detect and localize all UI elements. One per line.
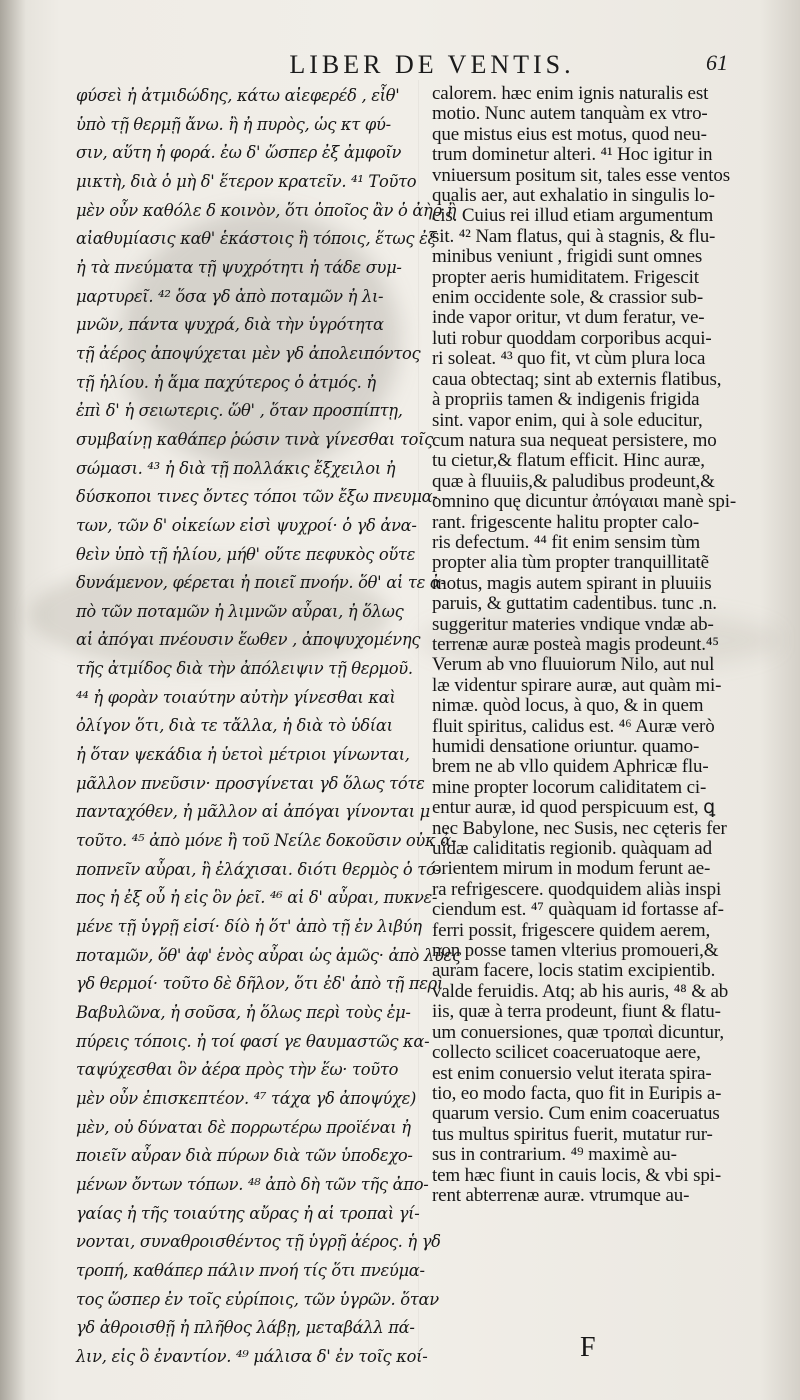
latin-text-line: ferri possit, frigescere quidem aerem,: [432, 919, 711, 941]
latin-text-line: vniuersum positum sit, tales esse ventos: [432, 164, 730, 186]
greek-text-line: μᾶλλον πνεῦσιν· προσγίνεται γδ ὅλως τότε: [76, 773, 425, 793]
page-number: 61: [706, 50, 728, 75]
greek-text-line: γαίας ἠ τῆς τοιαύτης αὔρας ἠ αἱ τροπαὶ γί-: [76, 1203, 420, 1223]
latin-text-line: propter alia tùm propter tranquillitatẽ: [432, 552, 709, 574]
latin-text-line: iis, quæ à terra prodeunt, fiunt & flatu-: [432, 1001, 721, 1023]
greek-text-line: θεὶν ὑπὸ τῇ ἡλίου, μήθ' οὕτε πεφυκὸς οὕτε: [76, 544, 416, 564]
greek-text-line: δυνάμενον, φέρεται ἠ ποιεῖ πνοήν. ὅθ' αἱ τε ἀ-: [76, 573, 446, 593]
latin-text-line: nimæ. quòd locus, à quo, & in quem: [432, 695, 704, 717]
latin-text-line: brem ne ab vllo quidem Aphricæ flu-: [432, 756, 709, 778]
greek-text-line: πύρεις τόποις. ἠ τοί φασί γε θαυμαστῶς κα-: [76, 1031, 430, 1051]
latin-text-line: Verum ab vno fluuiorum Nilo, aut nul: [432, 654, 715, 676]
latin-text-line: ra refrigescere. quodquidem aliàs inspi: [432, 878, 722, 900]
greek-text-line: ὀλίγον ὅτι, διὰ τε τἄλλα, ἠ διὰ τὸ ὑδίαι: [76, 716, 393, 736]
latin-text-line: propter aeris humiditatem. Frigescit: [432, 266, 699, 288]
greek-text-line: σώμασι. ⁴³ ἠ διὰ τῇ πολλάκις ἔξχειλοι ἠ: [76, 458, 396, 478]
latin-text-line: nec Babylone, nec Susis, nec cęteris fer: [432, 817, 727, 839]
signature-mark: F: [580, 1332, 596, 1363]
latin-text-line: rent abterrenæ auræ. vtrumque au-: [432, 1184, 690, 1206]
latin-text-line: humidi densatione oriuntur. quamo-: [432, 736, 700, 757]
greek-text-line: Βαβυλῶνα, ἠ σοῦσα, ἠ ὅλως περὶ τοὺς ἐμ-: [76, 1003, 411, 1022]
latin-text-line: entur auræ, id quod perspicuum est, ꝗ: [432, 797, 716, 819]
greek-text-line: μένων ὄντων τόπων. ⁴⁸ ἀπὸ δὴ τῶν τῆς ἀπο-: [76, 1174, 429, 1194]
latin-text-line: mine propter locorum caliditatem ci-: [432, 776, 707, 798]
latin-text-line: valde feruidis. Atq; ab his auris, ⁴⁸ & ab: [432, 980, 729, 1002]
greek-text-line: ποιεῖν αὖραν διὰ πύρων διὰ τῶν ὑποδεχο-: [76, 1146, 413, 1166]
greek-text-line: ἐπὶ δ' ἡ σειωτερις. ὥθ' , ὅταν προσπίπτῃ,: [76, 401, 403, 421]
greek-text-line: τῇ ἀέρος ἀποψύχεται μὲν γδ ἀπολειπόντος: [76, 343, 421, 363]
greek-text-column: [76, 82, 461, 1372]
greek-text-line: λιν, εἰς ὃ ἐναντίον. ⁴⁹ μάλισα δ' ἐν τοῖς κοί-: [76, 1346, 428, 1366]
greek-text-line: μὲν οὖν ἐπισκεπτέον. ⁴⁷ τάχα γδ ἀποψύχε): [76, 1088, 417, 1108]
greek-text-line: μὲν οὖν καθόλε δ κοινὸν, ὅτι ὁποῖος ἂν ὁ ἀὴρ ἢ: [76, 200, 457, 220]
latin-text-line: calorem. hæc enim ignis naturalis est: [432, 83, 709, 104]
column-gutter: [418, 80, 419, 1360]
greek-text-line: πανταχόθεν, ἠ μᾶλλον αἱ ἀπόγαι γίνονται μ: [76, 802, 430, 822]
latin-text-line: orientem mirum in modum ferunt ae-: [432, 858, 711, 880]
latin-text-line: luti robur quoddam corporibus acqui-: [432, 327, 712, 349]
greek-text-line: ποπνεῖν αὖραι, ἢ ἐλάχισαι. διότι θερμὸς ὁ τό-: [76, 859, 441, 879]
latin-text-line: um conuersiones, quæ τροπαὶ dicuntur,: [432, 1021, 724, 1043]
latin-text-line: tio, eo modo facta, quo fit in Euripis a-: [432, 1082, 722, 1104]
latin-text-line: omnino quę dicuntur ἀπόγαιαι manè spi-: [432, 491, 737, 513]
latin-text-line: rant. frigescente halitu propter calo-: [432, 511, 700, 533]
greek-text-line: μαρτυρεῖ. ⁴² ὅσα γδ ἀπὸ ποταμῶν ἠ λι-: [76, 286, 384, 306]
greek-text-line: ἠ ὅταν ψεκάδια ἠ ὑετοὶ μέτριοι γίνωνται,: [76, 745, 410, 765]
latin-text-line: que mistus eius est motus, quod neu-: [432, 123, 707, 145]
latin-text-line: læ videntur spirare auræ, aut quàm mi-: [432, 674, 722, 696]
latin-text-line: trum dominetur alteri. ⁴¹ Hoc igitur in: [432, 144, 713, 166]
latin-text-line: motio. Nunc autem tanquàm ex vtro-: [432, 103, 708, 125]
greek-text-line: φύσεὶ ἠ ἀτμιδώδης, κάτω αἰεφερέδ , εἶθ': [76, 86, 400, 105]
latin-text-line: fluit spiritus, calidus est. ⁴⁶ Auræ verò: [432, 715, 715, 737]
greek-text-line: αἰαθυμίασις καθ' ἑκάστοις ἢ τόποις, ἕτως ἐξ: [76, 229, 437, 249]
greek-text-line: γδ θερμοί· τοῦτο δὲ δῆλον, ὅτι ἐδ' ἀπὸ τῇ περὶ: [76, 974, 444, 994]
latin-text-line: sit. ⁴² Nam flatus, qui à stagnis, & flu-: [432, 225, 716, 247]
latin-text-line: tem hæc fiunt in cauis locis, & vbi spi-: [432, 1164, 721, 1186]
latin-text-line: auram facere, locis statim excipientib.: [432, 960, 716, 982]
greek-text-line: μένε τῇ ὑγρῇ εἰσί· δίὸ ἠ ὅτ' ἀπὸ τῇ ἐν λιβύη: [76, 917, 422, 937]
latin-text-line: minibus veniunt , frigidi sunt omnes: [432, 246, 703, 268]
latin-text-line: cis. Cuius rei illud etiam argumentum: [432, 205, 714, 227]
latin-text-line: quarum versio. Cum enim coaceruatus: [432, 1103, 720, 1125]
latin-text-line: motus, magis autem spirant in pluuiis: [432, 572, 712, 594]
latin-text-line: sint. vapor enim, qui à sole educitur,: [432, 409, 703, 431]
latin-text-line: uidæ caliditatis regionib. quàquam ad: [432, 838, 712, 860]
greek-text-line: σιν, αὕτη ἡ φορά. ἐω δ' ὥσπερ ἐξ ἀμφοῖν: [76, 143, 402, 163]
greek-text-line: ποταμῶν, ὅθ' ἀφ' ἑνὸς αὖραι ὡς ἀμῶς· ἀπὸ λύες: [76, 945, 461, 965]
greek-text-line: τῆς ἀτμίδος διὰ τὴν ἀπόλειψιν τῇ θερμοῦ.: [76, 659, 413, 679]
latin-text-line: paruis, & guttatim cadentibus. tunc .n.: [432, 593, 717, 615]
latin-text-line: qualis aer, aut exhalatio in singulis lo-: [432, 185, 715, 207]
greek-text-line: νονται, συναθροισθέντος τῇ ὑγρῇ ἀέρος. ἡ γδ: [76, 1232, 441, 1252]
latin-text-line: est enim conuersio velut iterata spira-: [432, 1062, 712, 1084]
greek-text-line: πος ἠ ἐξ οὗ ἠ εἰς ὃν ῥεῖ. ⁴⁶ αἱ δ' αὖραι, πυκνε-: [76, 888, 438, 908]
running-header: LIBER DE VENTIS.: [289, 50, 575, 79]
greek-text-line: δύσκοποι τινες ὄντες τόποι τῶν ἔξω πνευμα-: [76, 487, 438, 507]
latin-text-line: terrenæ auræ posteà magis prodeunt.⁴⁵: [432, 633, 719, 655]
latin-text-line: sus in contrarium. ⁴⁹ maximè au-: [432, 1144, 677, 1166]
latin-text-line: tu cietur,& flatum efficit. Hinc auræ,: [432, 450, 705, 472]
latin-text-line: cum natura sua nequeat persistere, mo: [432, 429, 717, 451]
latin-text-line: inde vapor oritur, vt dum feratur, ve-: [432, 307, 705, 329]
greek-text-line: μνῶν, πάντα ψυχρά, διὰ τὴν ὑγρότητα: [76, 315, 384, 335]
latin-text-line: à propriis tamen & indigenis frigida: [432, 389, 700, 411]
greek-text-line: τοῦτο. ⁴⁵ ἀπὸ μόνε ἢ τοῦ Νείλε δοκοῦσιν οὐκ ἀ-: [76, 831, 457, 851]
greek-text-line: των, τῶν δ' οἰκείων εἰσὶ ψυχροί· ὁ γδ ἀνα-: [76, 515, 417, 535]
greek-text-line: ὑπὸ τῇ θερμῇ ἄνω. ἢ ἠ πυρὸς, ὡς κτ φύ-: [76, 114, 391, 134]
latin-text-line: ris defectum. ⁴⁴ fit enim sensim tùm: [432, 531, 700, 553]
latin-text-line: suggeritur materies vndique vndæ ab-: [432, 613, 714, 635]
latin-text-line: collecto scilicet coaceruatoque aere,: [432, 1042, 701, 1064]
greek-text-line: ταψύχεσθαι ὃν ἀέρα πρὸς τὴν ἕω· τοῦτο: [76, 1060, 399, 1080]
latin-text-line: tus multus spiritus fuerit, mutatur rur-: [432, 1123, 713, 1145]
greek-text-line: πὸ τῶν ποταμῶν ἠ λιμνῶν αὖραι, ἠ ὅλως: [76, 601, 404, 621]
latin-text-line: quæ à fluuiis,& paludibus prodeunt,&: [432, 470, 715, 492]
greek-text-line: ⁴⁴ ἠ φορὰν τοιαύτην αὐτὴν γίνεσθαι καὶ: [76, 687, 396, 707]
latin-text-line: ciendum est. ⁴⁷ quàquam id fortasse af-: [432, 899, 724, 921]
latin-text-column: [432, 84, 782, 1206]
greek-text-line: ἠ τὰ πνεύματα τῇ ψυχρότητι ἠ τάδε συμ-: [76, 257, 402, 277]
greek-text-line: αἱ ἀπόγαι πνέουσιν ἕωθεν , ἀποψυχομένης: [76, 630, 421, 650]
greek-text-line: γδ ἀθροισθῇ ἠ πλῆθος λάβῃ, μεταβάλλ πά-: [76, 1318, 415, 1338]
greek-text-line: μικτὴ, διὰ ὁ μὴ δ' ἕτερον κρατεῖν. ⁴¹ Τοῦτο: [76, 171, 417, 191]
greek-text-line: μὲν, οὐ δύναται δὲ πορρωτέρω προϊέναι ἠ: [76, 1117, 411, 1137]
greek-text-line: τῇ ἡλίου. ἠ ἅμα παχύτερος ὁ ἀτμός. ἠ: [76, 372, 376, 392]
latin-text-line: enim occidente sole, & crassior sub-: [432, 287, 704, 309]
latin-text-line: ri soleat. ⁴³ quo fit, vt cùm plura loca: [432, 348, 706, 370]
greek-text-line: τος ὥσπερ ἐν τοῖς εὐρίποις, τῶν ὑγρῶν. ὅταν: [76, 1289, 439, 1309]
latin-text-line: non posse tamen vlterius promoueri,&: [432, 940, 719, 962]
greek-text-line: τροπή, καθάπερ πάλιν πνοή τίς ὅτι πνεύμα-: [76, 1260, 425, 1280]
latin-text-line: caua obtectaq; sint ab externis flatibus,: [432, 368, 722, 390]
greek-text-line: συμβαίνῃ καθάπερ ῥώσιν τινὰ γίνεσθαι τοῖς: [76, 429, 433, 449]
